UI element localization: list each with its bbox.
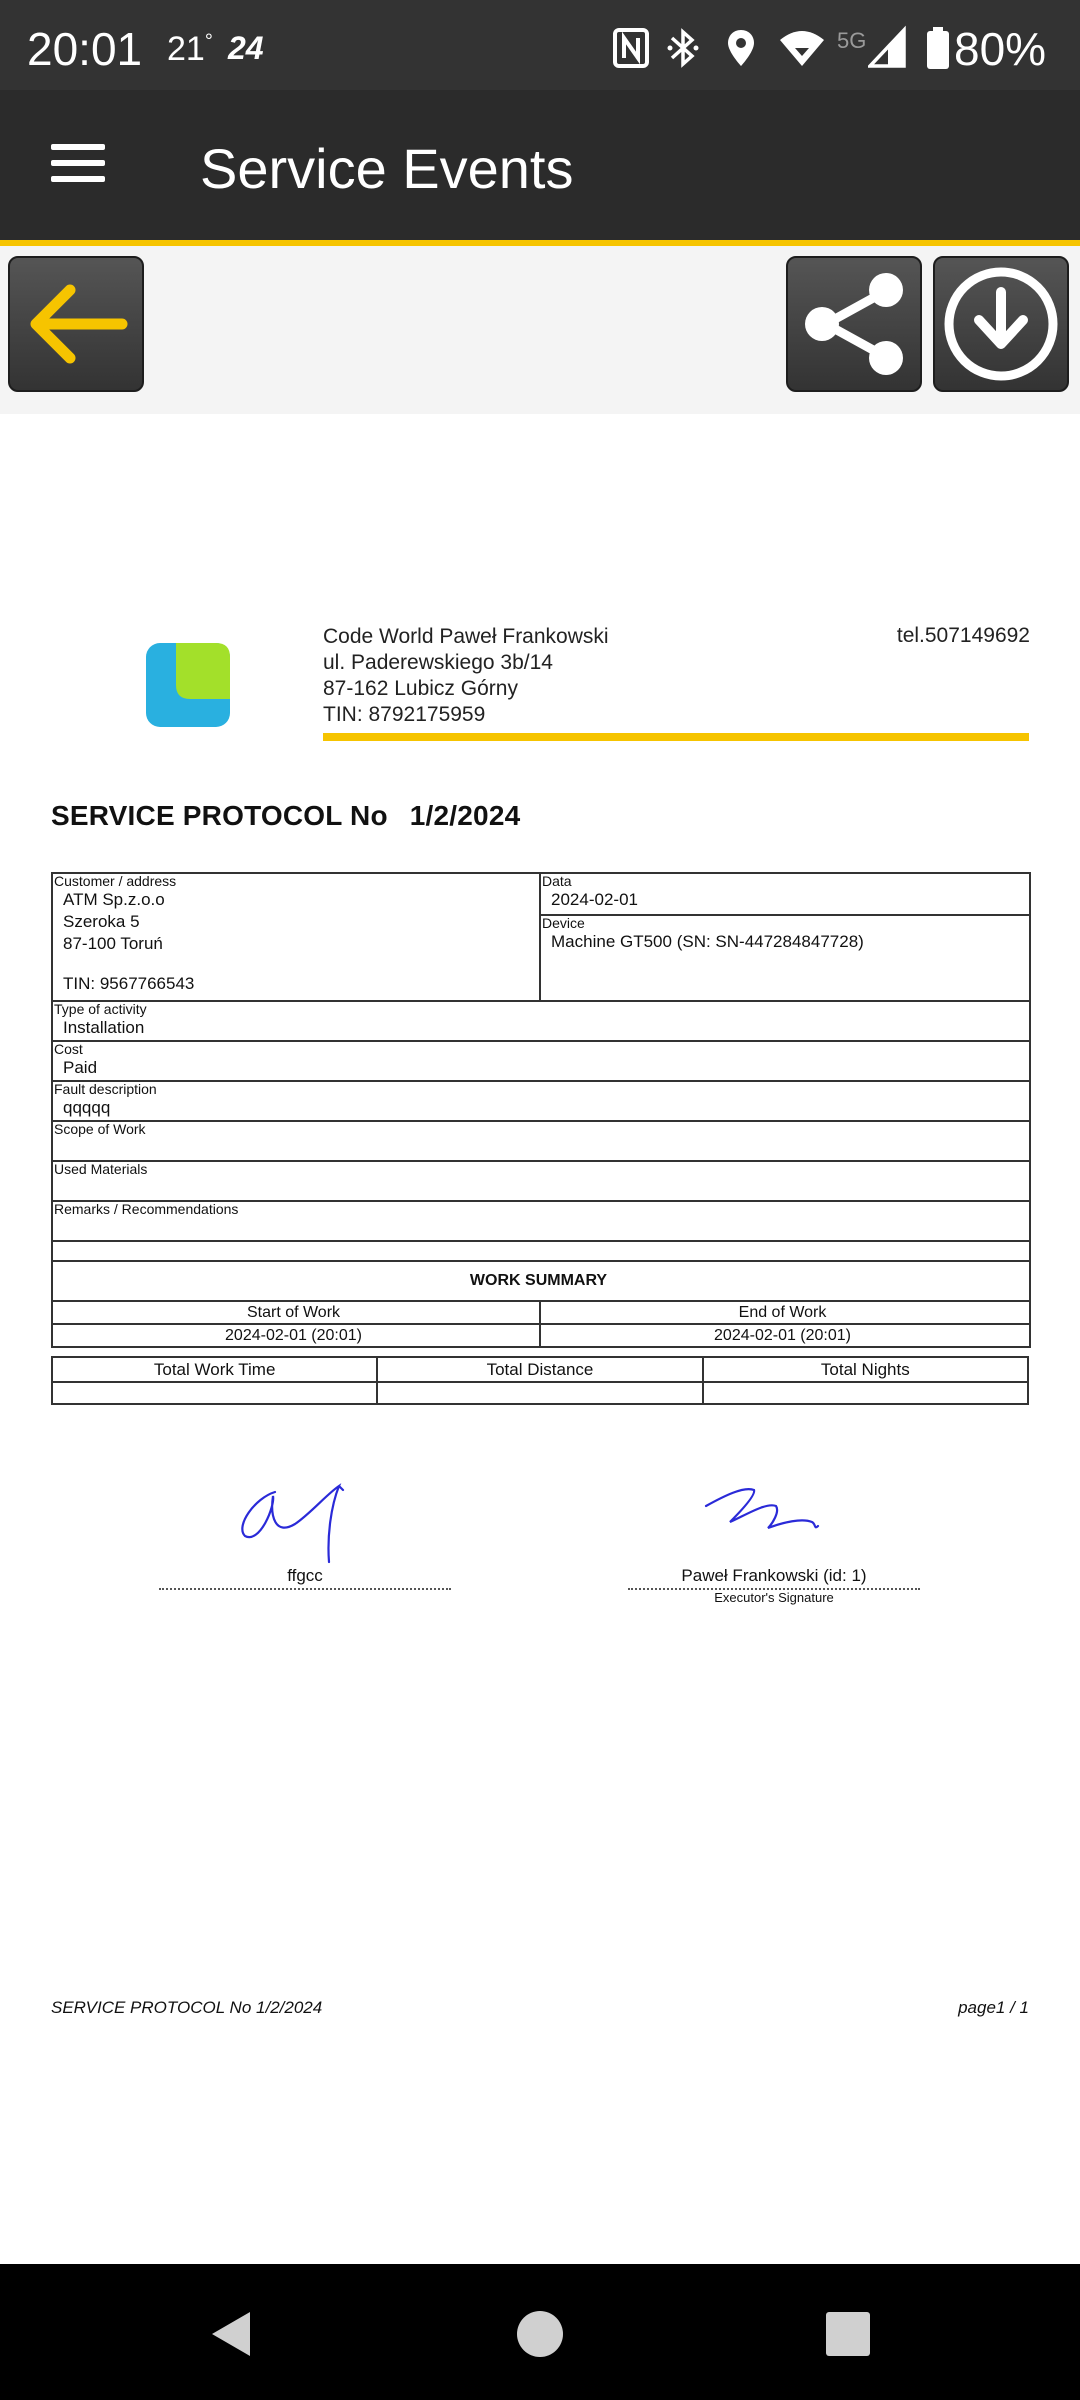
customer-signature-name: ffgcc xyxy=(159,1566,451,1590)
menu-button[interactable] xyxy=(40,134,116,198)
customer-cell xyxy=(52,873,540,1001)
total-work-time-label: Total Work Time xyxy=(52,1357,377,1382)
company-info xyxy=(323,624,609,728)
activity-cell xyxy=(52,1001,1030,1041)
total-work-time-value xyxy=(52,1382,377,1404)
device-value: Machine GT500 (SN: SN-447284847728) xyxy=(551,932,864,951)
battery-level: 80% xyxy=(954,23,1047,75)
customer-label: Customer / address xyxy=(54,873,177,889)
device-label: Device xyxy=(542,915,585,931)
location-icon xyxy=(724,24,758,72)
executor-signature-role: Executor's Signature xyxy=(714,1590,834,1605)
customer-signature xyxy=(215,1466,395,1566)
remarks-label: Remarks / Recommendations xyxy=(54,1201,239,1217)
remarks-cell xyxy=(52,1201,1030,1241)
document-number: 1/2/2024 xyxy=(409,800,521,831)
company-street: ul. Paderewskiego 3b/14 xyxy=(323,651,553,674)
executor-signature-name: Paweł Frankowski (id: 1) xyxy=(628,1566,920,1590)
status-bar xyxy=(0,0,1080,90)
remarks-extra-row xyxy=(52,1241,1030,1261)
document-footer-title: SERVICE PROTOCOL No 1/2/2024 xyxy=(51,1998,323,2017)
status-time: 20:01 xyxy=(27,23,143,75)
battery-icon xyxy=(924,24,952,72)
activity-value: Installation xyxy=(63,1018,145,1037)
wifi-icon xyxy=(778,24,826,72)
hamburger-icon xyxy=(51,144,105,150)
scope-label: Scope of Work xyxy=(54,1121,146,1137)
nfc-icon xyxy=(612,24,650,72)
network-type: 5G xyxy=(837,28,867,53)
signal-icon xyxy=(868,24,908,72)
status-badge: 24 xyxy=(228,30,264,66)
temperature-value: 21 xyxy=(167,30,205,68)
page-title: Service Events xyxy=(200,137,574,200)
fault-label: Fault description xyxy=(54,1081,157,1097)
scope-cell xyxy=(52,1121,1030,1161)
company-tin: TIN: 8792175959 xyxy=(323,703,486,726)
executor-signature xyxy=(684,1466,864,1566)
status-temperature xyxy=(167,30,213,69)
end-of-work-label: End of Work xyxy=(540,1301,1030,1324)
document-title xyxy=(51,800,520,832)
download-icon xyxy=(935,258,1067,390)
materials-label: Used Materials xyxy=(54,1161,148,1177)
nav-home-icon[interactable] xyxy=(510,2304,570,2364)
service-protocol-document xyxy=(0,414,1080,2264)
system-nav-bar xyxy=(0,2264,1080,2400)
executor-signature-block xyxy=(628,1466,920,1606)
company-phone: tel.507149692 xyxy=(896,624,1030,647)
fault-cell xyxy=(52,1081,1030,1121)
start-of-work-label: Start of Work xyxy=(52,1301,540,1324)
totals-table xyxy=(51,1356,1029,1405)
temperature-unit: ° xyxy=(204,30,213,53)
customer-signature-block xyxy=(159,1466,451,1590)
customer-city: 87-100 Toruń xyxy=(63,934,163,953)
end-of-work-value: 2024-02-01 (20:01) xyxy=(540,1324,1030,1347)
document-title-text: SERVICE PROTOCOL No xyxy=(51,800,388,831)
total-distance-value xyxy=(377,1382,702,1404)
total-nights-label: Total Nights xyxy=(703,1357,1028,1382)
document-page-number: page1 / 1 xyxy=(958,1998,1029,2017)
customer-street: Szeroka 5 xyxy=(63,912,140,931)
cost-label: Cost xyxy=(54,1041,83,1057)
total-nights-value xyxy=(703,1382,1028,1404)
work-summary-title: WORK SUMMARY xyxy=(52,1261,1030,1301)
device-cell xyxy=(540,915,1030,1001)
bluetooth-icon xyxy=(666,24,700,72)
date-value: 2024-02-01 xyxy=(551,890,638,909)
protocol-table xyxy=(51,872,1031,1348)
share-button[interactable] xyxy=(786,256,922,392)
nav-recents-icon[interactable] xyxy=(818,2304,878,2364)
header-divider xyxy=(323,733,1029,741)
date-label: Data xyxy=(542,873,572,889)
toolbar xyxy=(0,246,1080,414)
company-logo xyxy=(146,643,230,727)
share-icon xyxy=(788,258,920,390)
activity-label: Type of activity xyxy=(54,1001,147,1017)
back-button[interactable] xyxy=(8,256,144,392)
date-cell xyxy=(540,873,1030,915)
company-city: 87-162 Lubicz Górny xyxy=(323,677,518,700)
download-button[interactable] xyxy=(933,256,1069,392)
company-name: Code World Paweł Frankowski xyxy=(323,625,609,648)
arrow-left-icon xyxy=(10,258,142,390)
app-bar xyxy=(0,90,1080,246)
materials-cell xyxy=(52,1161,1030,1201)
total-distance-label: Total Distance xyxy=(377,1357,702,1382)
cost-cell xyxy=(52,1041,1030,1081)
start-of-work-value: 2024-02-01 (20:01) xyxy=(52,1324,540,1347)
cost-value: Paid xyxy=(63,1058,98,1077)
customer-tin: TIN: 9567766543 xyxy=(63,974,195,993)
fault-value: qqqqq xyxy=(63,1098,111,1117)
nav-back-icon[interactable] xyxy=(202,2304,262,2364)
customer-name: ATM Sp.z.o.o xyxy=(63,890,165,909)
